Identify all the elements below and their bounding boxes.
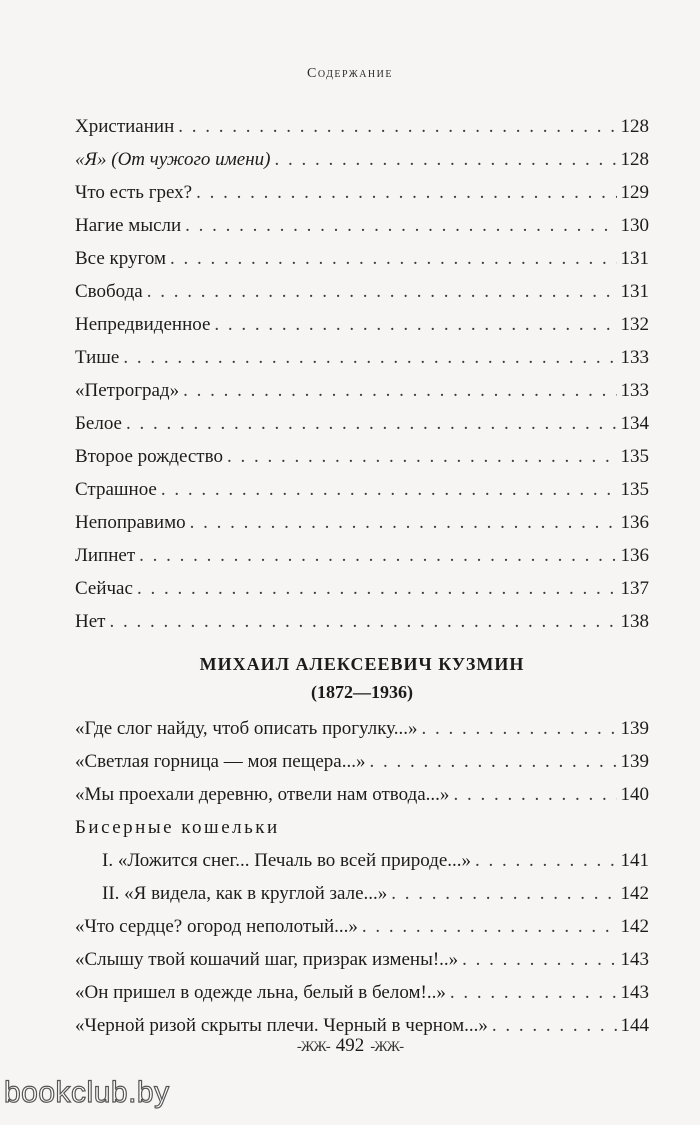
author-name: МИХАИЛ АЛЕКСЕЕВИЧ КУЗМИН xyxy=(199,654,525,674)
dot-leader xyxy=(139,539,616,572)
dot-leader xyxy=(126,407,617,440)
watermark: bookclub.by xyxy=(4,1076,170,1109)
toc-entry-page: 139 xyxy=(620,751,649,772)
toc-entry-page: 142 xyxy=(620,883,649,904)
toc-entry-title: «Что сердце? огород неполотый...» xyxy=(75,916,358,937)
toc-entry-page: 135 xyxy=(620,479,649,500)
toc-entry-page: 129 xyxy=(620,182,649,203)
dot-leader xyxy=(170,242,617,275)
toc-entry-page: 142 xyxy=(620,916,649,937)
toc-entry-title: I. «Ложится снег... Печаль во всей природе...» xyxy=(102,850,472,871)
dot-leader xyxy=(183,374,616,407)
toc-entry xyxy=(75,374,649,407)
dot-leader xyxy=(462,943,616,976)
dot-leader xyxy=(123,341,616,374)
toc-entry xyxy=(75,308,649,341)
page-number: 492 xyxy=(335,1035,365,1056)
toc-entry xyxy=(75,407,649,440)
running-head: Содержание xyxy=(307,66,393,81)
toc-entry xyxy=(75,605,649,638)
toc-entry-title: Тише xyxy=(75,347,120,368)
toc-entry-page: 144 xyxy=(620,1015,649,1036)
dot-leader xyxy=(147,275,617,308)
author-years: (1872—1936) xyxy=(311,682,413,702)
dot-leader xyxy=(274,143,616,176)
toc-entry-page: 132 xyxy=(620,314,649,335)
dot-leader xyxy=(196,176,616,209)
toc-entry xyxy=(75,242,649,275)
dot-leader xyxy=(227,440,617,473)
toc-entry-title: Липнет xyxy=(75,545,136,566)
dot-leader xyxy=(109,605,616,638)
dot-leader xyxy=(362,910,617,943)
dot-leader xyxy=(422,712,617,745)
toc-entry-title: II. «Я видела, как в круглой зале...» xyxy=(102,883,388,904)
dot-leader xyxy=(190,506,617,539)
dot-leader xyxy=(137,572,617,605)
toc-entry-page: 140 xyxy=(620,784,649,805)
toc-entry-title: Нет xyxy=(75,611,106,632)
toc-entry xyxy=(75,910,649,943)
dot-leader xyxy=(391,877,616,910)
dot-leader xyxy=(369,745,616,778)
toc-entry-page: 133 xyxy=(620,380,649,401)
dot-leader xyxy=(475,844,616,877)
toc-entry-page: 130 xyxy=(620,215,649,236)
toc-entry xyxy=(75,110,649,143)
toc-entry-title: Страшное xyxy=(75,479,157,500)
toc-entry xyxy=(75,572,649,605)
toc-entry xyxy=(75,943,649,976)
toc-group-top xyxy=(75,110,649,638)
toc-entry-title: Непоправимо xyxy=(75,512,186,533)
toc-entry-title: Все кругом xyxy=(75,248,166,269)
toc-entry-page: 143 xyxy=(620,949,649,970)
ornament-right-icon: -ЖЖ- xyxy=(370,1039,404,1055)
toc-entry-page: 138 xyxy=(620,611,649,632)
toc-entry-title: Свобода xyxy=(75,281,143,302)
toc-entry xyxy=(75,440,649,473)
toc-entry xyxy=(75,473,649,506)
section-heading: Бисерные кошельки xyxy=(75,817,280,838)
ornament-left-icon: -ЖЖ- xyxy=(296,1039,330,1055)
toc-entry xyxy=(75,844,649,877)
toc-group-author xyxy=(75,712,649,1042)
toc-entry-page: 136 xyxy=(620,512,649,533)
table-of-contents xyxy=(75,110,649,1042)
toc-entry-title: Белое xyxy=(75,413,122,434)
toc-entry-title: «Где слог найду, чтоб описать прогулку...» xyxy=(75,718,418,739)
author-heading xyxy=(75,638,649,712)
toc-entry xyxy=(75,877,649,910)
toc-entry-page: 143 xyxy=(620,982,649,1003)
toc-entry xyxy=(75,143,649,176)
toc-entry-title: Непредвиденное xyxy=(75,314,211,335)
toc-entry-title: «Он пришел в одежде льна, белый в белом!..» xyxy=(75,982,446,1003)
toc-entry-page: 141 xyxy=(620,850,649,871)
toc-entry-page: 137 xyxy=(620,578,649,599)
toc-entry xyxy=(75,712,649,745)
toc-entry xyxy=(75,506,649,539)
toc-entry-title: «Светлая горница — моя пещера...» xyxy=(75,751,366,772)
toc-entry-title: «Я» (От чужого имени) xyxy=(75,149,271,170)
toc-entry-page: 136 xyxy=(620,545,649,566)
toc-entry-title: Сейчас xyxy=(75,578,133,599)
toc-entry-title: Нагие мысли xyxy=(75,215,182,236)
toc-entry xyxy=(75,976,649,1009)
toc-entry-title: Что есть грех? xyxy=(75,182,193,203)
toc-entry-page: 135 xyxy=(620,446,649,467)
dot-leader xyxy=(178,110,616,143)
toc-entry xyxy=(75,176,649,209)
toc-entry-page: 131 xyxy=(620,248,649,269)
page-folio xyxy=(0,1035,700,1057)
toc-entry-title: Второе рождество xyxy=(75,446,223,467)
dot-leader xyxy=(161,473,617,506)
toc-entry-title: «Мы проехали деревню, отвели нам отвода...» xyxy=(75,784,450,805)
toc-entry-title: «Слышу твой кошачий шаг, призрак измены!..» xyxy=(75,949,459,970)
toc-entry xyxy=(75,745,649,778)
dot-leader xyxy=(214,308,616,341)
toc-entry xyxy=(75,209,649,242)
toc-entry xyxy=(75,275,649,308)
toc-entry-page: 139 xyxy=(620,718,649,739)
toc-entry xyxy=(75,341,649,374)
dot-leader xyxy=(185,209,616,242)
toc-entry-title: Христианин xyxy=(75,116,175,137)
toc-entry-page: 128 xyxy=(620,116,649,137)
toc-entry-page: 133 xyxy=(620,347,649,368)
toc-entry-title: «Черной ризой скрыты плечи. Черный в черном...» xyxy=(75,1015,488,1036)
dot-leader xyxy=(450,976,617,1009)
dot-leader xyxy=(453,778,616,811)
toc-entry xyxy=(75,539,649,572)
toc-entry-page: 131 xyxy=(620,281,649,302)
toc-entry xyxy=(75,778,649,811)
toc-entry-page: 134 xyxy=(620,413,649,434)
toc-entry-title: «Петроград» xyxy=(75,380,180,401)
toc-entry-page: 128 xyxy=(620,149,649,170)
